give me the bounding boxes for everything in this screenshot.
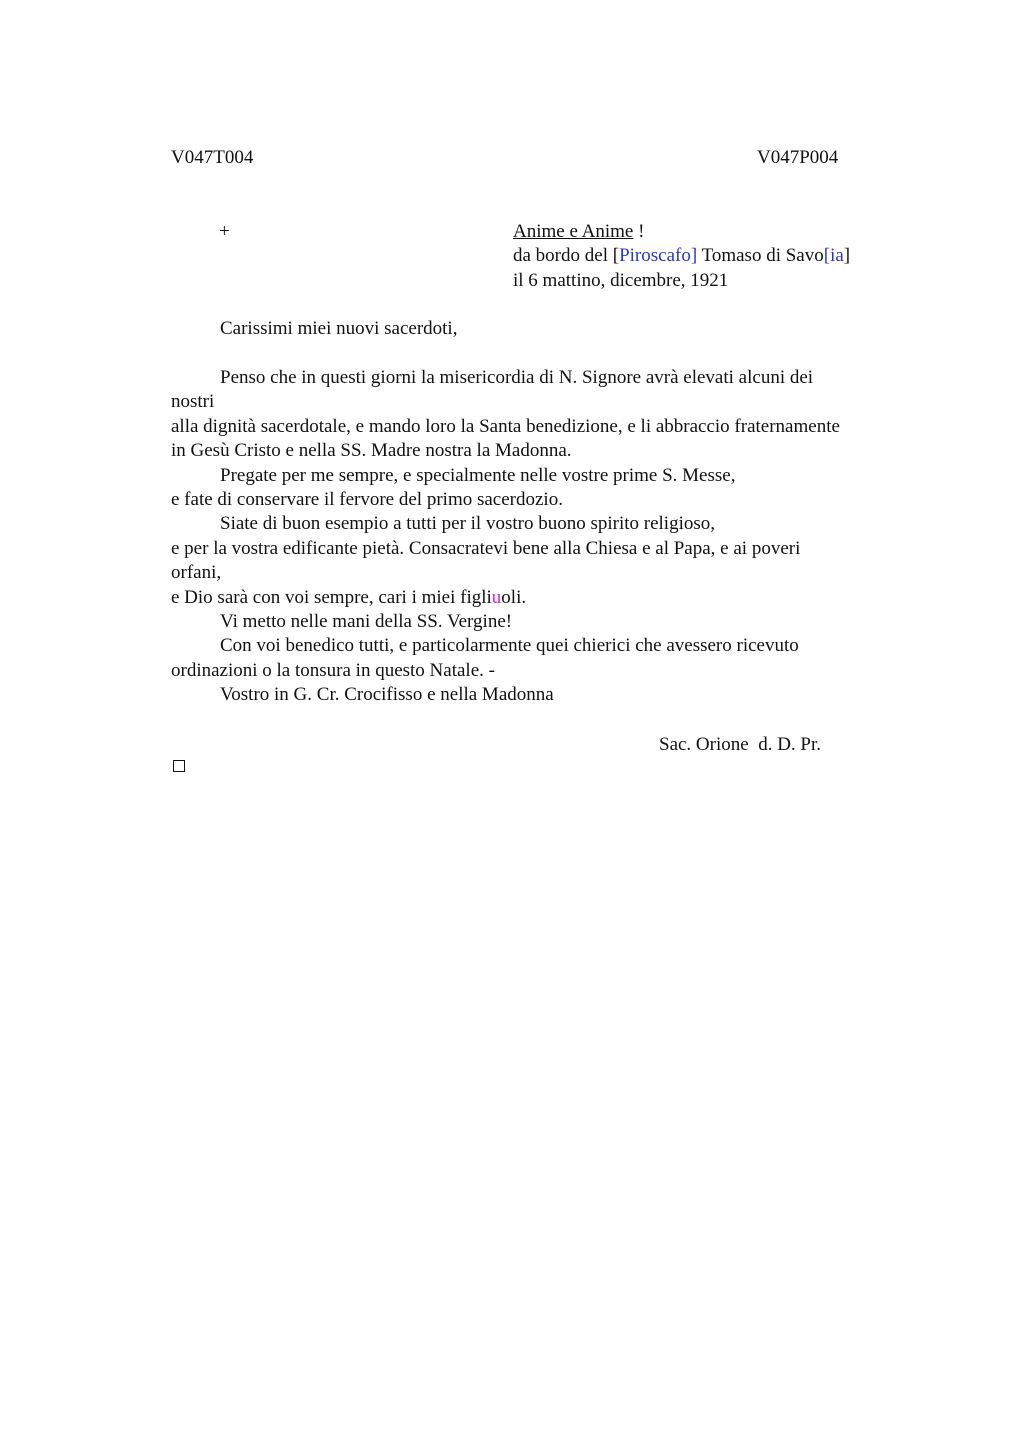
body-line: alla dignità sacerdotale, e mando loro la Santa benedizione, e li abbraccio fraternamente bbox=[171, 415, 840, 437]
body-line: Siate di buon esempio a tutti per il vostro buono spirito religioso, bbox=[220, 513, 716, 535]
place-prefix: da bordo del bbox=[513, 245, 613, 266]
body-line: orfani, bbox=[171, 562, 222, 584]
editorial-insert-ia: ia bbox=[830, 245, 844, 266]
bracket-open: [ bbox=[612, 245, 620, 266]
document-code-left: V047T004 bbox=[171, 147, 254, 168]
body-line: Vi metto nelle mani della SS. Vergine! bbox=[220, 610, 513, 632]
salutation: Carissimi miei nuovi sacerdoti, bbox=[220, 318, 458, 339]
body-text-span: oli. bbox=[501, 586, 527, 608]
body-line: Vostro in G. Cr. Crocifisso e nella Madonna bbox=[220, 684, 554, 706]
letter-title-mark: ! bbox=[633, 221, 645, 242]
bracket-close: ] bbox=[843, 245, 851, 266]
end-mark-box-icon bbox=[173, 760, 185, 772]
body-line: in Gesù Cristo e nella SS. Madre nostra la Madonna. bbox=[171, 440, 572, 462]
letter-body bbox=[171, 366, 911, 707]
body-line: nostri bbox=[171, 391, 215, 413]
body-line: Penso che in questi giorni la misericordia di N. Signore avrà elevati alcuni dei bbox=[220, 367, 814, 388]
body-line: e fate di conservare il fervore del primo sacerdozio. bbox=[171, 488, 563, 510]
letter-date: il 6 mattino, dicembre, 1921 bbox=[513, 270, 729, 291]
cross-mark: + bbox=[219, 221, 230, 242]
letter-place-line bbox=[513, 244, 850, 268]
body-line bbox=[171, 586, 911, 610]
document-code-right: V047P004 bbox=[757, 147, 839, 168]
body-line: e per la vostra edificante pietà. Consacratevi bene alla Chiesa e al Papa, e ai poveri bbox=[171, 537, 801, 559]
body-line: Con voi benedico tutti, e particolarmente quei chierici che avessero ricevuto bbox=[220, 635, 799, 657]
body-line: Pregate per me sempre, e specialmente nelle vostre prime S. Messe, bbox=[220, 464, 736, 486]
editorial-insert-ship: Piroscafo] bbox=[619, 245, 698, 266]
letter-title-text: Anime e Anime bbox=[513, 221, 634, 242]
letter-title bbox=[513, 220, 644, 244]
ship-name: Tomaso di Savo bbox=[697, 245, 824, 266]
bracket-open-2: [ bbox=[823, 245, 831, 266]
body-text-span: e Dio sarà con voi sempre, cari i miei figli bbox=[171, 586, 492, 608]
editorial-correction: u bbox=[491, 586, 502, 608]
body-line: ordinazioni o la tonsura in questo Natale. - bbox=[171, 659, 495, 681]
signature: Sac. Orione d. D. Pr. bbox=[659, 734, 822, 755]
